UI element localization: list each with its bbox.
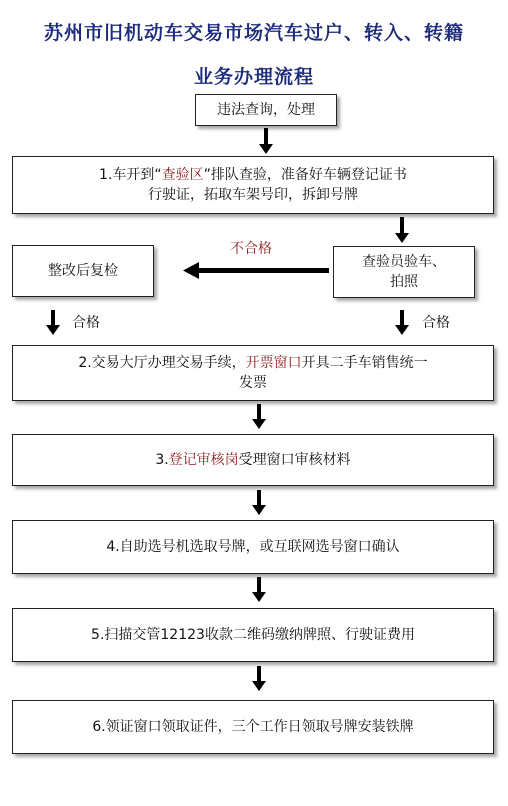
- node-step-2-prefix: 2.交易大厅办理交易手续，: [78, 355, 246, 371]
- node-recheck-text: 整改后复检: [48, 263, 118, 279]
- node-step-2-suffix: 开具二手车销售统一: [301, 355, 428, 371]
- node-step-3-suffix: 受理窗口审核材料: [238, 452, 351, 468]
- arrow-down-icon: [252, 419, 266, 429]
- node-step-4: [12, 520, 494, 574]
- label-pass-left: 合格: [72, 315, 100, 331]
- arrow-shaft: [51, 310, 55, 326]
- arrow-down-icon: [259, 144, 273, 154]
- node-inspection-line-2: 拍照: [390, 274, 418, 290]
- node-step-2-line-2: 发票: [239, 375, 267, 391]
- node-step-3-highlight: 登记审核岗: [168, 452, 239, 468]
- node-recheck: [12, 245, 154, 297]
- node-step-3-prefix: 3.: [155, 452, 169, 468]
- node-step-3: [12, 434, 494, 486]
- node-violation-check-text: 违法查询，处理: [217, 102, 315, 118]
- node-inspection: [333, 246, 475, 298]
- arrow-shaft: [257, 577, 261, 593]
- arrow-down-icon: [252, 681, 266, 691]
- node-step-2: [12, 345, 494, 401]
- node-step-6-text: 6.领证窗口领取证件，三个工作日领取号牌安装铁牌: [92, 719, 414, 735]
- arrow-left-icon: [183, 262, 329, 280]
- node-step-2-line-1: [78, 353, 427, 373]
- arrow-down-icon: [252, 505, 266, 515]
- node-violation-check: [195, 94, 337, 126]
- node-step-6: [12, 700, 494, 754]
- arrow-shaft: [257, 666, 261, 682]
- title-line-2: 业务办理流程: [193, 66, 314, 88]
- title-line-1: 苏州市旧机动车交易市场汽车过户、转入、转籍: [43, 22, 464, 44]
- node-step-1-line-1: [99, 165, 407, 185]
- arrow-down-icon: [395, 325, 409, 335]
- node-step-1-suffix: ”排队查验，准备好车辆登记证书: [203, 167, 407, 183]
- node-step-1-line-2: 行驶证，拓取车架号印，拆卸号牌: [148, 187, 358, 203]
- node-step-1-prefix: 1.车开到“: [99, 167, 162, 183]
- node-inspection-line-1: 查验员验车、: [362, 254, 446, 270]
- node-step-1-highlight: 查验区: [161, 167, 204, 183]
- arrow-shaft: [264, 128, 268, 144]
- label-pass-right: 合格: [422, 315, 450, 331]
- node-step-4-text: 4.自助选号机选取号牌，或互联网选号窗口确认: [106, 539, 400, 555]
- node-step-1: [12, 156, 494, 214]
- arrow-down-icon: [395, 233, 409, 243]
- node-step-5-text: 5.扫描交管12123收款二维码缴纳牌照、行驶证费用: [91, 627, 415, 643]
- label-fail: 不合格: [230, 241, 272, 257]
- node-step-2-highlight: 开票窗口: [245, 355, 302, 371]
- arrow-down-icon: [46, 325, 60, 335]
- arrow-shaft: [257, 404, 261, 420]
- arrow-down-icon: [252, 592, 266, 602]
- arrow-shaft: [400, 310, 404, 326]
- node-step-5: [12, 608, 494, 662]
- arrow-shaft: [257, 490, 261, 506]
